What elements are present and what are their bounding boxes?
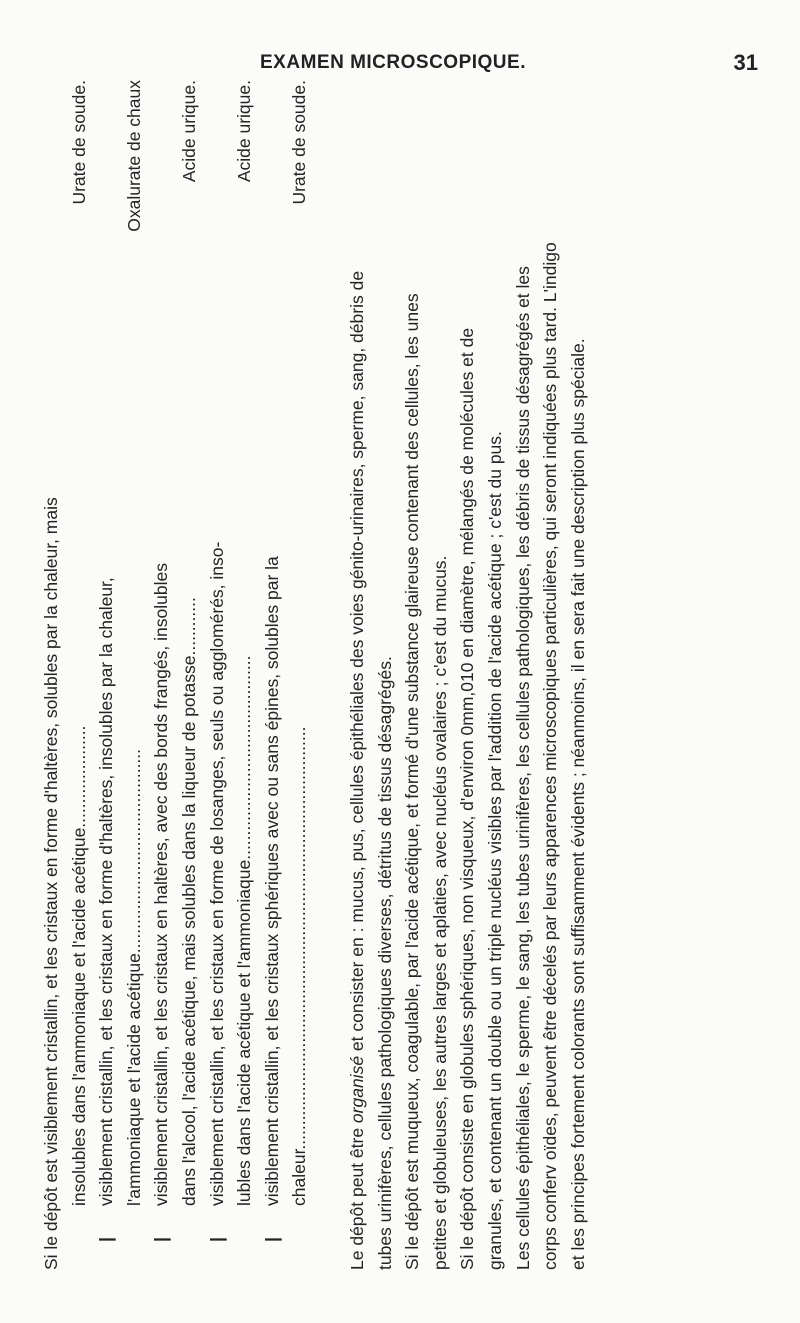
table-row	[286, 80, 314, 1270]
table-row	[121, 80, 149, 1270]
paragraph-line: tubes urinifères, cellules pathologiques diverses, détritus de tissus désagrégés.	[374, 656, 395, 1270]
paragraph-line	[344, 80, 372, 1270]
row-text: visiblement cristallin, et les cristaux en haltères, avec des bords frangés, insolubles	[151, 563, 172, 1206]
text-run: et consister en : mucus, pus, cellules épithéliales des voies génito-urinaires, sperme, sang, débris de	[346, 270, 367, 1056]
table-row	[66, 80, 94, 1270]
brace-mark: |	[206, 1237, 227, 1242]
leader-dots: ............	[178, 597, 199, 656]
page-number: 31	[733, 50, 758, 75]
paragraph-line: Les cellules épithéliales, le sperme, le sang, les tubes urinifères, les cellules pathologiques, les débris de tissus désagrégés et les	[512, 266, 533, 1270]
brace-mark: |	[261, 1237, 282, 1242]
paragraph-line: Si le dépôt est muqueux, coagulable, par l'acide acétique, et formé d'une substance glaireuse contenant des cellules, les unes	[402, 293, 423, 1270]
paragraph-line: et les principes fortement colorants sont suffisamment évidents ; néanmoins, il en sera fait une description plus spéciale.	[567, 338, 588, 1270]
row-text: visiblement cristallin, et les cristaux en forme d'haltères, insolubles par la chaleur,	[96, 577, 117, 1206]
table-row	[148, 80, 176, 1270]
row-result: Acide urique.	[234, 80, 255, 183]
row-text: visiblement cristallin, et les cristaux en forme de losanges, seuls ou agglomérés, inso-	[206, 541, 227, 1206]
row-result: Acide urique.	[178, 80, 199, 183]
paragraph-line: granules, et contenant un double ou un triple nucléus visibles par l'addition de l'acide acétique ; c'est du pus.	[484, 431, 505, 1270]
paragraph-line: corps conferv oïdes, peuvent être décelés par leurs apparences microscopiques particulières, qui seront indiquées plus tard. L'indigo	[540, 242, 561, 1270]
leader-dots: ..........................................	[234, 655, 255, 860]
paragraph-line: petites et globuleuses, les autres larges et aplaties, avec nucléus ovalaires ; c'est du mucus.	[429, 555, 450, 1270]
table-row	[93, 80, 121, 1270]
text-run: Le dépôt peut être	[346, 1123, 367, 1270]
paragraph-line: Si le dépôt consiste en globules sphériques, non visqueux, d'environ 0mm,010 en diamètre, mélangés de molécules et de	[457, 327, 478, 1270]
row-text: dans l'alcool, l'acide acétique, mais solubles dans la liqueur de potasse	[178, 655, 199, 1206]
row-result: Urate de soude.	[68, 80, 89, 205]
table-row	[204, 80, 232, 1270]
row-text: insolubles dans l'ammoniaque et l'acide acétique	[68, 827, 89, 1206]
brace-mark: |	[151, 1237, 172, 1242]
table-row	[231, 80, 259, 1270]
table-row	[259, 80, 287, 1270]
spacer	[314, 80, 344, 1270]
running-head: EXAMEN MICROSCOPIQUE.	[260, 52, 526, 73]
table-intro: Si le dépôt est visiblement cristallin, et les cristaux en forme d'haltères, solubles par la chaleur, mais	[41, 497, 61, 1270]
row-text: lubles dans l'acide acétique et l'ammoniaque	[234, 859, 255, 1206]
leader-dots: ..........................................	[123, 748, 144, 954]
row-text: chaleur	[289, 1149, 310, 1206]
row-text: l'ammoniaque et l'acide acétique	[123, 953, 144, 1206]
brace-mark: |	[96, 1237, 117, 1242]
emphasis-text: organisé	[346, 1055, 367, 1124]
leader-dots: .....................	[68, 725, 89, 828]
row-result: Urate de soude.	[289, 80, 310, 205]
table-row	[176, 80, 204, 1270]
rotated-text-block	[38, 80, 758, 1270]
row-text: visiblement cristallin, et les cristaux sphériques avec ou sans épines, solubles par la	[261, 556, 282, 1206]
row-result: Oxalurate de chaux	[123, 80, 144, 232]
leader-dots: .......................................................................................	[289, 726, 310, 1150]
